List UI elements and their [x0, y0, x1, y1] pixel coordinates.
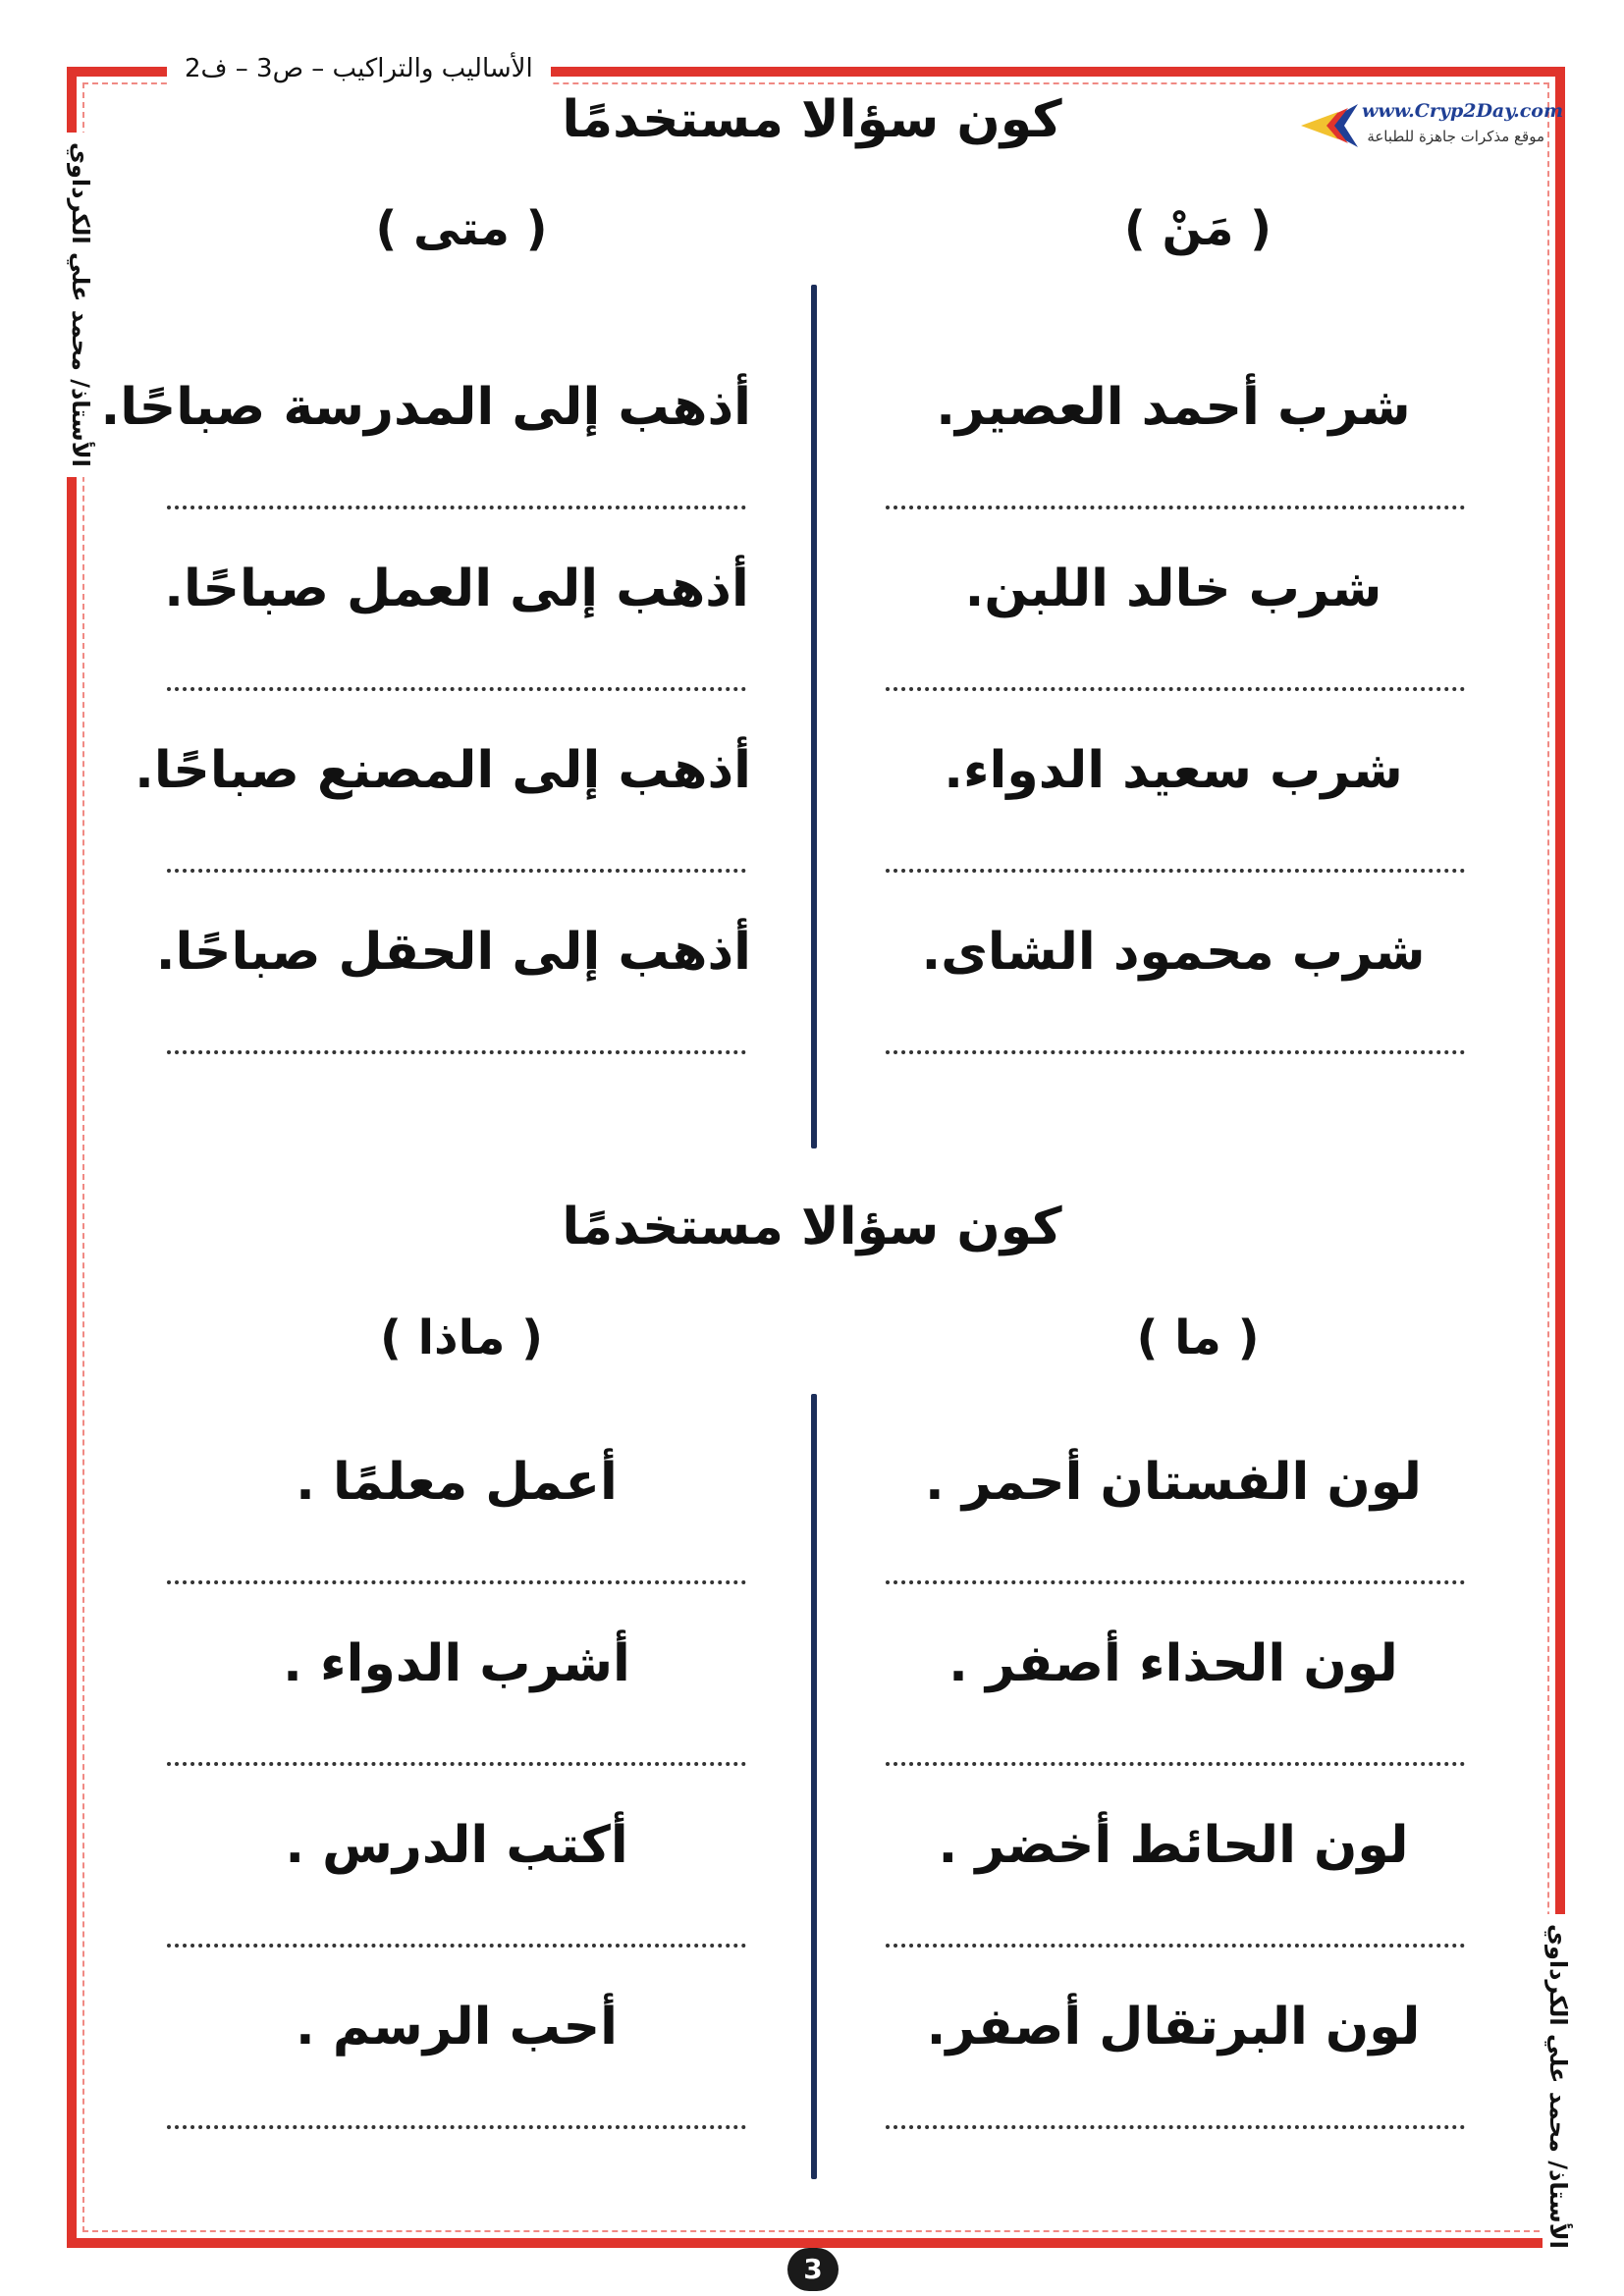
answer-line[interactable]: [886, 1762, 1465, 1766]
section-1-title: كون سؤالا مستخدمًا: [562, 90, 1062, 149]
s1-left-item-4: أذهب إلى الحقل صباحًا.: [155, 923, 751, 982]
answer-line[interactable]: [886, 869, 1465, 873]
section-1-right-heading: ( مَنْ ): [1123, 201, 1272, 256]
section-2-left-heading: ( ماذا ): [379, 1310, 544, 1365]
answer-line[interactable]: [886, 506, 1465, 509]
answer-line[interactable]: [167, 869, 746, 873]
s1-left-item-3: أذهب إلى المصنع صباحًا.: [135, 741, 751, 800]
answer-line[interactable]: [167, 1944, 746, 1948]
page-number: 3: [787, 2248, 839, 2291]
answer-line[interactable]: [886, 1580, 1465, 1584]
s1-right-item-2: شرب خالد اللبن.: [964, 560, 1382, 618]
answer-line[interactable]: [167, 1050, 746, 1054]
answer-line[interactable]: [167, 1762, 746, 1766]
answer-line[interactable]: [167, 506, 746, 509]
section-1-left-heading: ( متى ): [375, 201, 548, 256]
teacher-credit-left: الأستاذ/ محمد علي الكرداوي: [65, 133, 96, 477]
s2-right-item-2: لون الحذاء أصفر .: [948, 1634, 1398, 1693]
s1-right-item-4: شرب محمود الشاى.: [921, 923, 1426, 982]
s2-right-item-4: لون البرتقال أصفر.: [926, 1998, 1421, 2056]
s1-left-item-2: أذهب إلى العمل صباحًا.: [164, 560, 749, 618]
answer-line[interactable]: [167, 687, 746, 691]
answer-line[interactable]: [886, 2125, 1465, 2129]
s2-left-item-3: أكتب الدرس .: [285, 1816, 628, 1875]
answer-line[interactable]: [167, 2125, 746, 2129]
s1-left-item-1: أذهب إلى المدرسة صباحًا.: [100, 378, 751, 437]
teacher-credit-right: الأستاذ/ محمد علي الكرداوي: [1543, 1914, 1574, 2259]
s2-left-item-1: أعمل معلمًا .: [296, 1453, 618, 1512]
logo-tagline: موقع مذكرات جاهزة للطباعة: [1367, 128, 1544, 145]
answer-line[interactable]: [886, 1944, 1465, 1948]
s1-right-item-3: شرب سعيد الدواء.: [944, 741, 1403, 800]
answer-line[interactable]: [886, 687, 1465, 691]
section-2-divider: [811, 1394, 817, 2179]
s2-left-item-2: أشرب الدواء .: [283, 1634, 630, 1693]
section-1-divider: [811, 285, 817, 1148]
s2-left-item-4: أحب الرسم .: [296, 1998, 618, 2056]
answer-line[interactable]: [167, 1580, 746, 1584]
section-2-title: كون سؤالا مستخدمًا: [562, 1198, 1062, 1256]
s1-right-item-1: شرب أحمد العصير.: [936, 378, 1411, 437]
s2-right-item-1: لون الفستان أحمر .: [925, 1453, 1422, 1512]
logo-url: www.Cryp2Day.com: [1362, 100, 1564, 122]
section-2-right-heading: ( ما ): [1136, 1310, 1260, 1365]
answer-line[interactable]: [886, 1050, 1465, 1054]
s2-right-item-3: لون الحائط أخضر .: [938, 1816, 1409, 1875]
page-header-label: الأساليب والتراكيب – ص3 – ف2: [167, 53, 551, 84]
